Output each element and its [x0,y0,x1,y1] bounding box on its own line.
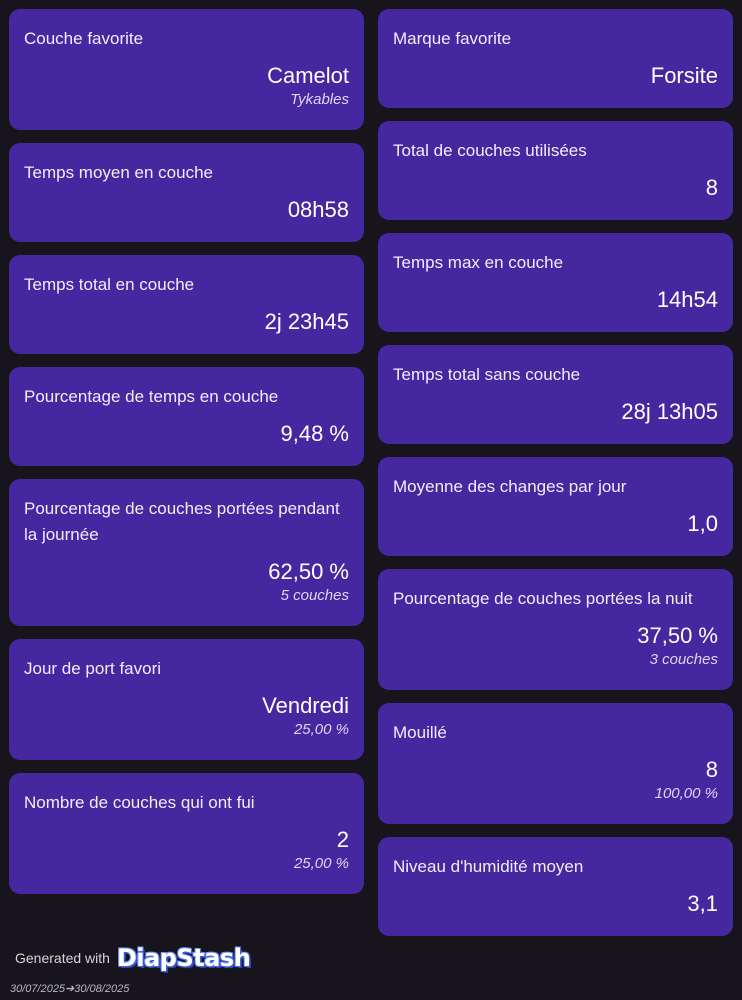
stat-value: 2 [336,827,349,852]
stat-title: Temps total sans couche [393,365,581,384]
stat-title: Marque favorite [393,29,512,48]
stat-value: 14h54 [656,287,718,312]
stat-title: Temps moyen en couche [24,163,213,182]
left-stats-column [9,9,364,907]
stat-title: Total de couches utilisées [393,141,587,160]
stat-card-average-time [9,143,364,242]
stat-card-changes-per-day [378,457,733,556]
stat-card-favorite-diaper [9,9,364,130]
stat-title: Niveau d'humidité moyen [393,857,584,876]
generated-with-label: Generated with [15,950,110,966]
stat-card-favorite-day [9,639,364,760]
stat-card-total-time [9,255,364,354]
stat-card-night-percentage [378,569,733,690]
stat-card-day-percentage [9,479,364,626]
stat-subvalue: 5 couches [280,587,349,604]
stat-title: Mouillé [393,723,447,742]
diapstash-logo: DiapStash [116,944,251,972]
stat-value: Forsite [650,63,718,88]
stat-value: 1,0 [687,511,718,536]
stat-value: 3,1 [687,891,718,916]
stat-title: Temps total en couche [24,275,195,294]
stat-title: Moyenne des changes par jour [393,477,627,496]
stat-title: Jour de port favori [24,659,162,678]
stat-card-wet [378,703,733,824]
stat-card-total-diapers [378,121,733,220]
footer [15,944,250,972]
date-range: 30/07/2025➔30/08/2025 [10,983,130,995]
stat-title: Nombre de couches qui ont fui [24,793,255,812]
stat-card-time-percentage [9,367,364,466]
stat-card-max-time [378,233,733,332]
stat-value: Camelot [267,63,349,88]
stat-value: 9,48 % [280,421,349,446]
stat-value: 08h58 [287,197,349,222]
stat-card-leaks [9,773,364,894]
stat-card-time-without [378,345,733,444]
stat-title: Couche favorite [24,29,144,48]
stat-value: 2j 23h45 [264,309,349,334]
stat-subvalue: 25,00 % [293,855,349,872]
stat-card-wetness-level [378,837,733,936]
stat-card-favorite-brand [378,9,733,108]
stat-title: Pourcentage de couches portées la nuit [393,589,693,608]
stat-title: Pourcentage de temps en couche [24,387,279,406]
stat-value: 8 [705,175,718,200]
stat-value: Vendredi [262,693,349,718]
stat-value: 62,50 % [268,559,349,584]
stat-subvalue: 25,00 % [293,721,349,738]
stat-subvalue: 100,00 % [654,785,718,802]
stat-value: 28j 13h05 [621,399,718,424]
stat-title: Temps max en couche [393,253,564,272]
stat-value: 37,50 % [637,623,718,648]
stat-title: Pourcentage de couches portées pendant la journée [24,499,340,544]
stat-subvalue: Tykables [290,91,349,108]
stat-value: 8 [705,757,718,782]
right-stats-column [378,9,733,949]
stat-subvalue: 3 couches [649,651,718,668]
